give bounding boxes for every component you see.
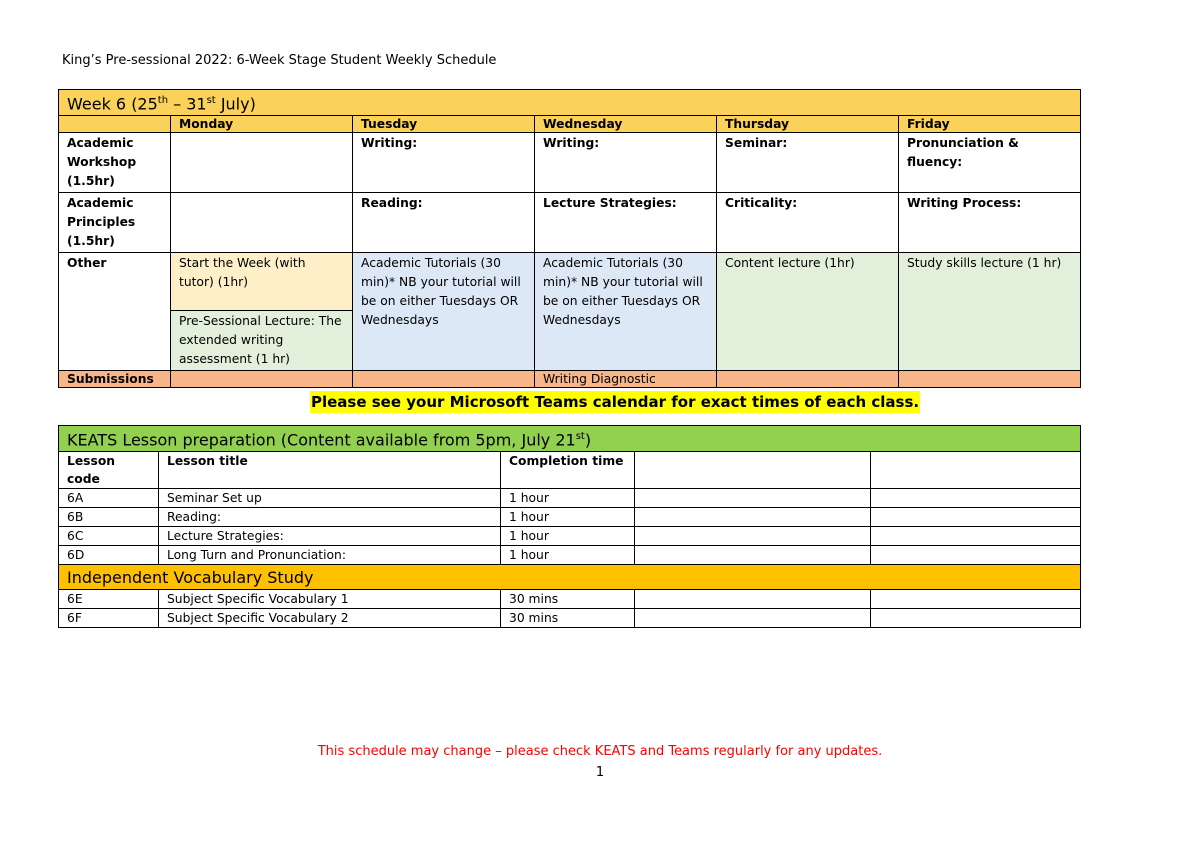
other-row bbox=[59, 253, 1081, 311]
row-label: Other bbox=[59, 253, 171, 371]
friday-lecture-cell: Study skills lecture (1 hr) bbox=[899, 253, 1081, 371]
row-label: Submissions bbox=[59, 371, 171, 388]
schedule-cell: Seminar: bbox=[717, 133, 899, 193]
day-header: Monday bbox=[171, 116, 353, 133]
lesson-title: Long Turn and Pronunciation: bbox=[159, 546, 501, 565]
table-row bbox=[59, 546, 1081, 565]
empty-cell bbox=[871, 546, 1081, 565]
completion-time: 30 mins bbox=[501, 609, 635, 628]
thursday-lecture-cell: Content lecture (1hr) bbox=[717, 253, 899, 371]
completion-time: 30 mins bbox=[501, 590, 635, 609]
keats-header-row bbox=[59, 452, 1081, 489]
empty-cell bbox=[635, 590, 871, 609]
completion-time: 1 hour bbox=[501, 527, 635, 546]
empty-cell bbox=[635, 527, 871, 546]
schedule-cell: Criticality: bbox=[717, 193, 899, 253]
day-header-row bbox=[59, 116, 1081, 133]
table-row bbox=[59, 527, 1081, 546]
empty-cell bbox=[871, 489, 1081, 508]
empty-cell bbox=[635, 452, 871, 489]
schedule-cell: Writing: bbox=[353, 133, 535, 193]
lesson-title: Reading: bbox=[159, 508, 501, 527]
lesson-code: 6D bbox=[59, 546, 159, 565]
document-title: King’s Pre-sessional 2022: 6-Week Stage Student Weekly Schedule bbox=[62, 53, 497, 68]
lesson-title: Seminar Set up bbox=[159, 489, 501, 508]
empty-cell bbox=[871, 452, 1081, 489]
lesson-code: 6C bbox=[59, 527, 159, 546]
empty-cell bbox=[635, 489, 871, 508]
empty-cell bbox=[635, 546, 871, 565]
schedule-cell bbox=[171, 133, 353, 193]
day-header: Tuesday bbox=[353, 116, 535, 133]
lesson-code: 6A bbox=[59, 489, 159, 508]
table-row bbox=[59, 590, 1081, 609]
empty-cell bbox=[871, 590, 1081, 609]
keats-preparation-table bbox=[58, 425, 1081, 628]
column-header: Lesson code bbox=[59, 452, 159, 489]
page-number: 1 bbox=[595, 765, 605, 780]
schedule-change-note: This schedule may change – please check KEATS and Teams regularly for any updates. bbox=[317, 744, 883, 759]
schedule-cell: Writing: bbox=[535, 133, 717, 193]
row-label: Academic Principles (1.5hr) bbox=[59, 193, 171, 253]
wednesday-tutorial-cell: Academic Tutorials (30 min)* NB your tutorial will be on either Tuesdays OR Wednesdays bbox=[535, 253, 717, 371]
lesson-title: Lecture Strategies: bbox=[159, 527, 501, 546]
header-corner bbox=[59, 116, 171, 133]
completion-time: 1 hour bbox=[501, 508, 635, 527]
schedule-cell: Pronunciation & fluency: bbox=[899, 133, 1081, 193]
teams-calendar-notice: Please see your Microsoft Teams calendar for exact times of each class. bbox=[311, 393, 920, 411]
day-header: Thursday bbox=[717, 116, 899, 133]
schedule-cell: Lecture Strategies: bbox=[535, 193, 717, 253]
independent-vocabulary-title: Independent Vocabulary Study bbox=[59, 565, 1081, 590]
completion-time: 1 hour bbox=[501, 546, 635, 565]
table-row bbox=[59, 508, 1081, 527]
monday-lecture-cell: Pre-Sessional Lecture: The extended writing assessment (1 hr) bbox=[171, 311, 353, 371]
empty-cell bbox=[871, 527, 1081, 546]
column-header: Completion time bbox=[501, 452, 635, 489]
table-row bbox=[59, 489, 1081, 508]
weekly-schedule-table bbox=[58, 89, 1081, 388]
submission-cell bbox=[171, 371, 353, 388]
academic-workshop-row bbox=[59, 133, 1081, 193]
lesson-title: Subject Specific Vocabulary 1 bbox=[159, 590, 501, 609]
submission-cell: Writing Diagnostic bbox=[535, 371, 717, 388]
week-title: Week 6 (25th – 31st July) bbox=[59, 90, 1081, 116]
submission-cell bbox=[717, 371, 899, 388]
empty-cell bbox=[871, 508, 1081, 527]
column-header: Lesson title bbox=[159, 452, 501, 489]
empty-cell bbox=[871, 609, 1081, 628]
lesson-title: Subject Specific Vocabulary 2 bbox=[159, 609, 501, 628]
day-header: Friday bbox=[899, 116, 1081, 133]
academic-principles-row bbox=[59, 193, 1081, 253]
schedule-cell bbox=[171, 193, 353, 253]
monday-start-week-cell: Start the Week (with tutor) (1hr) bbox=[171, 253, 353, 311]
schedule-cell: Reading: bbox=[353, 193, 535, 253]
schedule-cell: Writing Process: bbox=[899, 193, 1081, 253]
submissions-row bbox=[59, 371, 1081, 388]
tuesday-tutorial-cell: Academic Tutorials (30 min)* NB your tutorial will be on either Tuesdays OR Wednesdays bbox=[353, 253, 535, 371]
keats-title: KEATS Lesson preparation (Content available from 5pm, July 21st) bbox=[59, 426, 1081, 452]
lesson-code: 6E bbox=[59, 590, 159, 609]
empty-cell bbox=[635, 609, 871, 628]
day-header: Wednesday bbox=[535, 116, 717, 133]
table-row bbox=[59, 609, 1081, 628]
lesson-code: 6B bbox=[59, 508, 159, 527]
submission-cell bbox=[353, 371, 535, 388]
lesson-code: 6F bbox=[59, 609, 159, 628]
completion-time: 1 hour bbox=[501, 489, 635, 508]
row-label: Academic Workshop (1.5hr) bbox=[59, 133, 171, 193]
submission-cell bbox=[899, 371, 1081, 388]
empty-cell bbox=[635, 508, 871, 527]
